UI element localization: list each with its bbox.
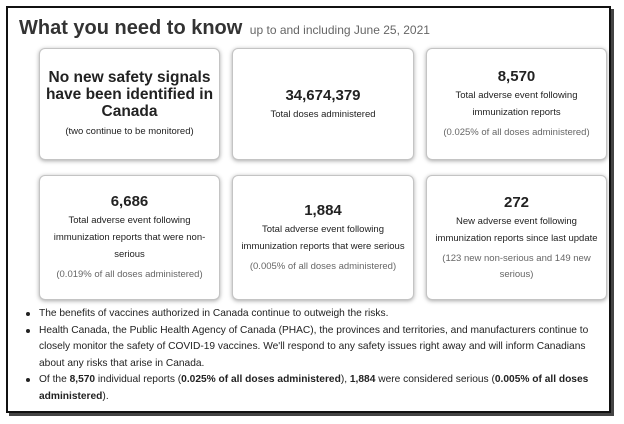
summary-panel: [6, 6, 611, 413]
key-point-text-end: ).: [102, 390, 109, 402]
key-point-text-mid: ),: [340, 374, 350, 385]
list-item: [23, 372, 608, 405]
key-point-text-mid: individual reports (: [95, 374, 182, 385]
non-serious-reports-label: Total adverse event following immunization reports that were non-serious: [53, 215, 206, 260]
total-reports-label: Total adverse event following immunization reports: [455, 90, 578, 118]
total-reports-value: 8,570: [497, 68, 536, 85]
bullet-icon: [26, 312, 30, 316]
total-doses-value: 34,674,379: [285, 86, 361, 104]
report-percentage: 0.025% of all doses administered: [181, 374, 341, 385]
key-point-text: The benefits of vaccines authorized in Canada continue to outweigh the risks.: [39, 308, 389, 319]
list-item: [23, 323, 608, 373]
non-serious-reports-note: (0.019% of all doses administered): [56, 269, 203, 280]
safety-signals-note: (two continue to be monitored): [65, 125, 194, 137]
safety-signals-card: [39, 48, 220, 160]
page-heading: [19, 17, 430, 40]
serious-reports-card: [232, 175, 414, 300]
serious-reports-note: (0.005% of all doses administered): [249, 260, 397, 272]
new-reports-note: (123 new non-serious and 149 new serious): [442, 252, 591, 280]
bullet-icon: [26, 329, 30, 333]
total-reports-note: (0.025% of all doses administered): [443, 127, 590, 138]
serious-reports-label: Total adverse event following immunization reports that were serious: [241, 223, 405, 252]
key-points-list: [23, 306, 608, 405]
key-point-text-mid: were considered serious (: [375, 374, 495, 385]
new-reports-card: [426, 175, 607, 300]
bullet-icon: [26, 378, 30, 382]
non-serious-reports-card: [39, 175, 220, 300]
list-item: [23, 306, 608, 323]
page-title: What you need to know: [19, 17, 243, 39]
serious-count: 1,884: [349, 374, 376, 385]
safety-signals-headline: No new safety signals have been identified in Canada: [45, 68, 214, 120]
total-doses-label: Total doses administered: [270, 108, 376, 120]
serious-reports-value: 1,884: [304, 201, 342, 219]
new-reports-value: 272: [503, 193, 530, 211]
total-reports-card: [426, 48, 607, 160]
non-serious-reports-value: 6,686: [110, 193, 149, 210]
report-count: 8,570: [69, 374, 96, 385]
key-point-text: Health Canada, the Public Health Agency of Canada (PHAC), the provinces and territories, and manufacturers continue to closely monitor the safety of COVID-19 vaccines. We'll respond to any safety issues right away and will inform Canadians about any risks that arise in Canada.: [39, 324, 589, 369]
key-point-text-start: Of the: [39, 374, 70, 385]
serious-percentage: 0.005% of all doses administered: [39, 374, 589, 402]
date-range-subtitle: up to and including June 25, 2021: [249, 23, 430, 37]
new-reports-label: New adverse event following immunization reports since last update: [435, 215, 598, 244]
total-doses-card: [232, 48, 414, 160]
